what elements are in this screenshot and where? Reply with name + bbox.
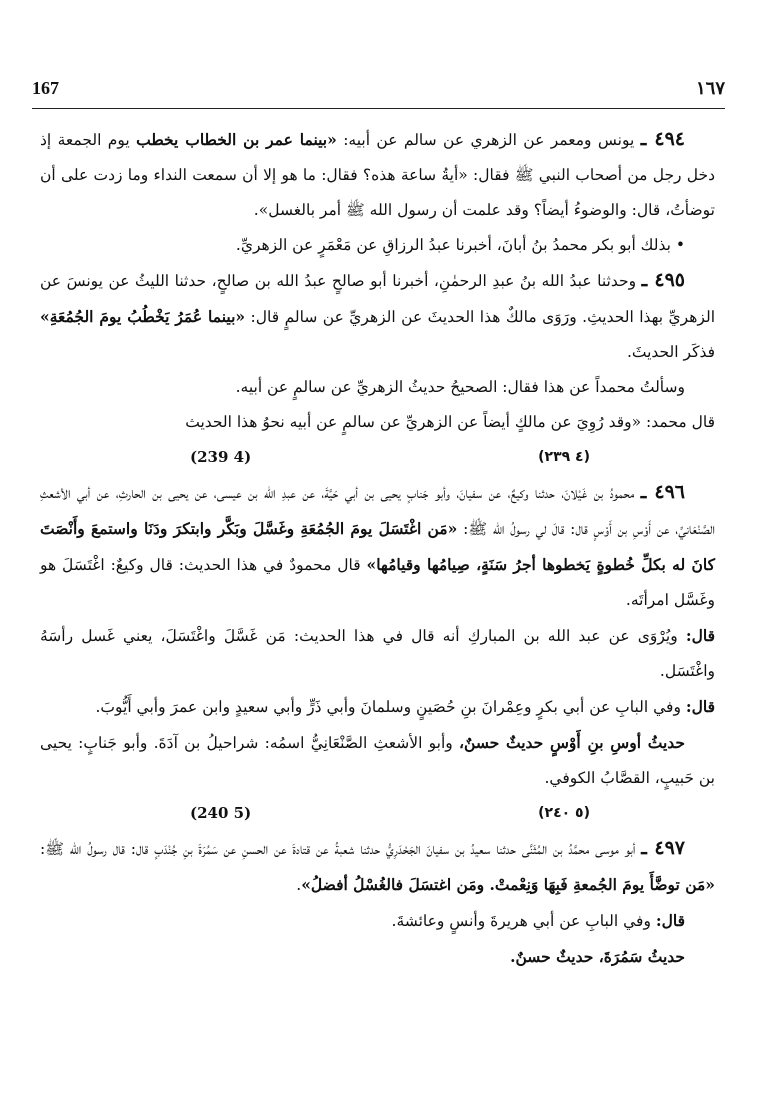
paragraph: • بذلك أبو بكر محمدُ بنُ أبانَ، أخبرنا عبدُ الرزاقِ عن مَعْمَرٍ عن الزهريِّ. (235, 236, 685, 254)
matn-text: «بينما عُمَرُ يَخْطُبُ يومَ الجُمُعَةِ» (40, 307, 246, 326)
header-rule (32, 108, 725, 109)
hadith-number: ٤٩٤ ـ (640, 128, 685, 150)
reference-line (40, 440, 715, 475)
paragraph (40, 618, 715, 689)
reference-line (40, 796, 715, 831)
matn-text: «مَن توضَّأَ يومَ الجُمعةِ فَبِهَا وَنِعْمتْ. ومَن اغتسَلَ فالغُسْلُ أفضلُ» (301, 875, 715, 894)
page-number-arabic: ١٦٧ (695, 78, 725, 99)
hadith-494 (40, 122, 715, 228)
body-text: . (296, 876, 302, 894)
qala-label: قال: (685, 626, 715, 645)
isnad-text: أبو موسى محمَّدُ بن المُثَنَّى حدثنا سعيدُ بن سفيانَ الجَحْدَرِيُّ حدثنا شعبةُ عن قتادةَ عن الحسنِ عن سَمُرَةَ بنِ جُنْدَبٍ قال: قال رسولُ الله ﷺ: (40, 840, 636, 858)
paragraph: وسألتُ محمداً عن هذا فقال: الصحيحُ حديثُ الزهريِّ عن سالمٍ عن أبيه. (235, 378, 685, 396)
paragraph (40, 689, 715, 725)
qala-label: قال: (655, 911, 685, 930)
isnad-text: يونس ومعمر عن الزهري عن سالم عن أبيه: (336, 131, 635, 149)
hadith-number: ٤٩٧ ـ (641, 837, 686, 859)
body-text: قال محمودٌ في هذا الحديث: قال وكيعٌ: اغْتَسَلَ هو وغَسَّل امرأتَه. (40, 556, 715, 609)
hadith-number: ٤٩٦ ـ (640, 481, 685, 503)
hadith-496 (40, 475, 715, 618)
grading-text: حديثُ سَمُرَةَ، حديثٌ حسنٌ. (510, 947, 685, 966)
paragraph (40, 903, 715, 939)
hadith-497 (40, 831, 715, 903)
matn-text: «مَن اغْتَسَلَ يومَ الجُمُعَةِ وغَسَّلَ وبَكَّر وابتكرَ ودَنَا واستمعَ وأَنْصَتَ كانَ له بكلِّ خُطوةٍ يَخطوها أجرُ سَنَةٍ، صِيامُها وقيامُها» (40, 519, 716, 574)
isnad-text: محمودُ بن غَيْلانَ، حدثنا وكيعٌ، عن سفيانَ، وأبو جَنابٍ يحيى بن أبي حَيَّةَ، عن عبدِ الله بن عيسى، عن يحيى بن الحارثِ، عن أبي الأشعثِ الصَّنْعَانيِّ، عن أَوْسِ بن أَوْسٍ قال: قالَ لي رسولُ الله ﷺ: (40, 484, 715, 538)
hadith-495 (40, 263, 715, 370)
reference-arabic: (٥ ٢٤٠) (538, 805, 590, 821)
body-text: وفي البابِ عن أبي هريرةَ وأنسٍ وعائشةَ. (391, 912, 656, 930)
reference-latin: (240 5) (190, 804, 252, 822)
reference-latin: (239 4) (190, 448, 252, 466)
body-text: ويُرْوَى عن عبد الله بن المباركِ أنه قال في هذا الحديث: مَن غَسَّلَ واغْتَسَلَ، يعني غَسل رأسَهُ واغْتَسَل. (40, 627, 715, 680)
paragraph: قال محمد: «وقد رُوِيَ عن مالكٍ أيضاً عن الزهريِّ عن سالمٍ عن أبيه نحوُ هذا الحديث (185, 413, 715, 431)
body-text: وأبو الأشعثِ الصَّنْعَانِيُّ اسمُه: شراحيلُ بن آدَةَ. وأبو جَنابٍ: يحيى بن حَبيبٍ، القصَّابُ الكوفي. (40, 734, 715, 787)
reference-arabic: (٤ ٢٣٩) (538, 449, 590, 465)
matn-text: «بينما عمر بن الخطاب يخطب (136, 130, 337, 149)
body-text: وفي البابِ عن أبي بكرٍ وعِمْرانَ بنِ حُصَينٍ وسلمانَ وأبي ذَرٍّ وأبي سعيدٍ وابن عمرَ وأبي أَيُّوبَ. (95, 698, 686, 716)
hadith-number: ٤٩٥ ـ (641, 269, 685, 291)
qala-label: قال: (685, 697, 715, 716)
page-number-latin: 167 (32, 78, 59, 98)
page-text (40, 122, 715, 974)
body-text: فذكَر الحديثَ. (626, 343, 715, 361)
paragraph (40, 725, 715, 796)
grading-text: حديثُ أوسِ بنِ أَوْسٍ حديثٌ حسنٌ، (459, 733, 685, 752)
body-text: يوم الجمعة إذ دخل رجل من أصحاب النبي ﷺ فقال: «أيةُ ساعة هذه؟ فقال: ما هو إلا أن سمعت النداء وما زدت على أن توضأتُ، قال: والوضوءُ أيضاً؟ وقد علمت أن رسول الله ﷺ أمر بالغسل». (40, 131, 715, 219)
isnad-text: وحدثنا عبدُ الله بنُ عبدِ الرحمٰنِ، أخبرنا أبو صالحٍ عبدُ الله بن صالحٍ، حدثنا الليثُ عن يونسَ عن الزهريِّ بهذا الحديثِ. ورَوَى مالكٌ هذا الحديثَ عن الزهريِّ عن سالمٍ قال: (40, 272, 715, 326)
